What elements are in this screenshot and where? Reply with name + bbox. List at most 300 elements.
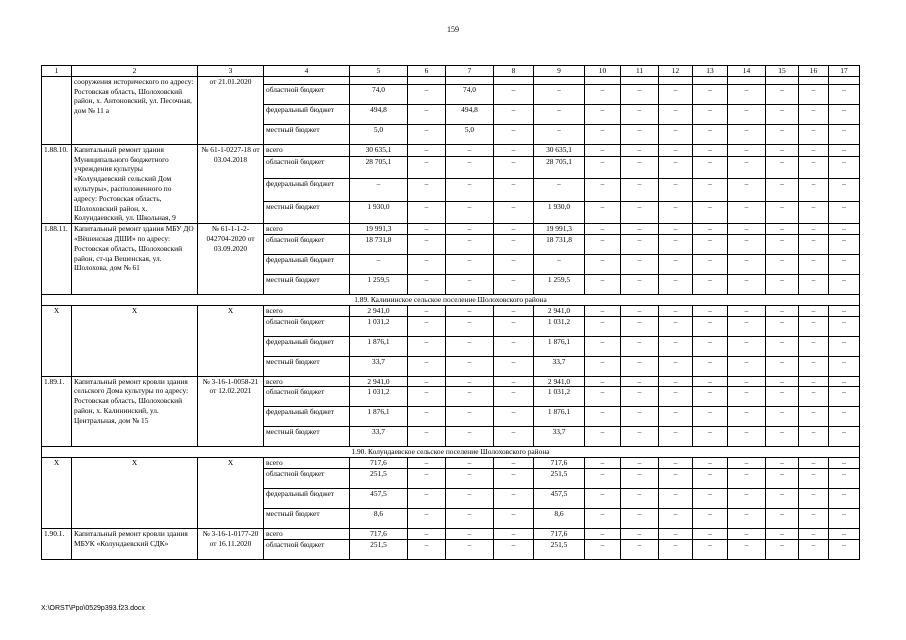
funding-source: всего	[264, 144, 350, 156]
value-cell: –	[728, 336, 766, 356]
value-cell: –	[621, 305, 659, 316]
value-cell: –	[728, 104, 766, 124]
value-cell: –	[659, 156, 693, 178]
value-cell: –	[408, 179, 446, 201]
funding-source: областной бюджет	[264, 84, 350, 104]
value-cell: –	[728, 234, 766, 254]
value-total	[350, 76, 408, 84]
value-cell: –	[494, 179, 534, 201]
value-cell: –	[408, 316, 446, 336]
value-cell: –	[829, 356, 860, 376]
funding-source: областной бюджет	[264, 316, 350, 336]
value-cell	[799, 76, 829, 84]
value-cell: –	[446, 305, 494, 316]
row-number	[42, 76, 72, 144]
value-total: 33,7	[350, 356, 408, 376]
value-cell: 33,7	[534, 356, 585, 376]
value-total: 33,7	[350, 427, 408, 447]
value-cell: –	[585, 488, 621, 508]
value-cell: –	[621, 84, 659, 104]
value-cell: –	[494, 254, 534, 274]
value-cell: –	[494, 156, 534, 178]
value-cell: –	[659, 84, 693, 104]
section-row	[42, 294, 860, 305]
value-cell: –	[446, 528, 494, 539]
value-cell: –	[446, 458, 494, 469]
value-cell: –	[494, 84, 534, 104]
row-number: 1.90.1.	[42, 528, 72, 559]
value-cell: –	[446, 427, 494, 447]
value-cell: –	[659, 224, 693, 235]
value-cell: –	[829, 458, 860, 469]
file-path-footer: X:\ORST\Ppo\0529p393.f23.docx	[41, 605, 145, 612]
column-number: 5	[350, 66, 408, 77]
value-cell: –	[585, 407, 621, 427]
funding-source: федеральный бюджет	[264, 488, 350, 508]
value-cell: –	[693, 407, 728, 427]
value-cell: –	[659, 254, 693, 274]
value-cell: –	[728, 224, 766, 235]
value-cell: –	[659, 144, 693, 156]
value-cell: –	[446, 407, 494, 427]
value-cell: 251,5	[534, 468, 585, 488]
value-cell: –	[659, 356, 693, 376]
value-cell: –	[799, 305, 829, 316]
value-cell: –	[799, 274, 829, 294]
value-cell: –	[494, 407, 534, 427]
value-total: 5,0	[350, 124, 408, 144]
value-cell: –	[693, 316, 728, 336]
funding-source: местный бюджет	[264, 201, 350, 223]
column-number: 10	[585, 66, 621, 77]
value-cell: –	[585, 234, 621, 254]
value-cell: –	[534, 84, 585, 104]
value-cell: –	[799, 488, 829, 508]
value-cell: –	[585, 124, 621, 144]
value-cell: –	[829, 336, 860, 356]
value-cell: –	[446, 224, 494, 235]
value-cell: –	[659, 336, 693, 356]
value-cell: –	[621, 458, 659, 469]
value-cell: –	[585, 104, 621, 124]
value-cell: 8,6	[534, 508, 585, 528]
value-total: 717,6	[350, 458, 408, 469]
value-cell: –	[494, 201, 534, 223]
value-cell: –	[621, 427, 659, 447]
value-cell: –	[829, 407, 860, 427]
value-cell: –	[494, 144, 534, 156]
funding-source: всего	[264, 528, 350, 539]
value-total: –	[350, 179, 408, 201]
value-cell: –	[494, 488, 534, 508]
table-row	[42, 224, 860, 235]
value-cell: –	[766, 179, 799, 201]
value-cell: –	[408, 254, 446, 274]
value-cell: –	[693, 201, 728, 223]
value-cell: –	[766, 234, 799, 254]
value-cell: –	[408, 458, 446, 469]
value-cell: –	[799, 356, 829, 376]
value-cell: –	[585, 156, 621, 178]
value-cell: –	[728, 124, 766, 144]
value-cell: –	[799, 234, 829, 254]
row-number: 1.88.11.	[42, 224, 72, 295]
value-cell: –	[585, 528, 621, 539]
column-number: 11	[621, 66, 659, 77]
value-cell: –	[693, 224, 728, 235]
value-cell: 33,7	[534, 427, 585, 447]
value-cell: –	[728, 316, 766, 336]
funding-source	[264, 76, 350, 84]
value-cell: –	[829, 376, 860, 387]
value-cell: –	[693, 458, 728, 469]
funding-source: федеральный бюджет	[264, 254, 350, 274]
value-cell: –	[621, 144, 659, 156]
funding-source: местный бюджет	[264, 508, 350, 528]
value-cell: –	[659, 539, 693, 559]
value-cell: –	[408, 336, 446, 356]
value-cell	[829, 76, 860, 84]
value-total: 1 031,2	[350, 316, 408, 336]
value-cell: –	[494, 458, 534, 469]
value-cell: –	[494, 305, 534, 316]
value-cell: –	[728, 254, 766, 274]
row-number: 1.89.1.	[42, 376, 72, 447]
value-cell: –	[494, 124, 534, 144]
value-cell: –	[766, 488, 799, 508]
approval-document: X	[198, 458, 264, 529]
column-number: 17	[829, 66, 860, 77]
value-total: 251,5	[350, 468, 408, 488]
value-cell: –	[766, 356, 799, 376]
value-cell: –	[446, 356, 494, 376]
value-cell: –	[728, 427, 766, 447]
value-cell: –	[693, 156, 728, 178]
value-cell: –	[829, 104, 860, 124]
value-cell: –	[799, 316, 829, 336]
column-number: 7	[446, 66, 494, 77]
column-number: 14	[728, 66, 766, 77]
value-cell: –	[494, 508, 534, 528]
value-cell: –	[693, 336, 728, 356]
value-cell: –	[621, 356, 659, 376]
value-cell: –	[621, 407, 659, 427]
value-cell: –	[766, 539, 799, 559]
budget-table	[41, 65, 860, 560]
value-cell: –	[829, 528, 860, 539]
value-cell: –	[829, 201, 860, 223]
funding-source: федеральный бюджет	[264, 407, 350, 427]
value-cell: –	[621, 224, 659, 235]
value-cell: –	[585, 539, 621, 559]
value-cell: –	[621, 234, 659, 254]
value-cell: –	[621, 316, 659, 336]
value-cell: –	[799, 407, 829, 427]
value-cell: –	[408, 144, 446, 156]
value-cell: –	[585, 376, 621, 387]
column-number: 12	[659, 66, 693, 77]
value-cell: –	[659, 201, 693, 223]
column-number-row	[42, 66, 860, 77]
value-cell: –	[585, 468, 621, 488]
value-cell: –	[693, 427, 728, 447]
value-cell: –	[829, 254, 860, 274]
funding-source: всего	[264, 224, 350, 235]
value-cell: 251,5	[534, 539, 585, 559]
approval-document: № 3-16-1-0058-21 от 12.02.2021	[198, 376, 264, 447]
value-cell: –	[766, 144, 799, 156]
value-cell: –	[621, 104, 659, 124]
value-cell: 19 991,3	[534, 224, 585, 235]
value-cell: –	[728, 376, 766, 387]
value-total: –	[350, 254, 408, 274]
value-cell: –	[728, 179, 766, 201]
value-cell: –	[829, 488, 860, 508]
table-row	[42, 458, 860, 469]
value-cell: –	[659, 488, 693, 508]
value-cell	[766, 76, 799, 84]
section-title: 1.89. Калининское сельское поселение Шолоховского района	[42, 294, 860, 305]
value-cell: –	[766, 387, 799, 407]
value-cell: –	[446, 387, 494, 407]
value-cell: –	[693, 539, 728, 559]
value-cell: –	[829, 179, 860, 201]
value-cell: –	[494, 387, 534, 407]
value-cell: –	[799, 224, 829, 235]
object-name: Капитальный ремонт кровли здания сельского Дома культуры по адресу: Ростовская область, Шолоховский район, х. Калининский, ул. Центральная, дом № 15	[72, 376, 198, 447]
value-total: 1 876,1	[350, 407, 408, 427]
value-cell: –	[659, 305, 693, 316]
table-row	[42, 305, 860, 316]
value-cell: –	[446, 201, 494, 223]
value-cell: –	[446, 274, 494, 294]
value-cell: –	[494, 336, 534, 356]
value-cell: –	[494, 234, 534, 254]
value-cell: –	[408, 508, 446, 528]
funding-source: федеральный бюджет	[264, 179, 350, 201]
column-number: 8	[494, 66, 534, 77]
value-cell: –	[829, 427, 860, 447]
value-total: 2 941,0	[350, 376, 408, 387]
funding-source: местный бюджет	[264, 427, 350, 447]
value-cell: –	[829, 468, 860, 488]
value-cell: –	[693, 84, 728, 104]
value-cell	[446, 76, 494, 84]
value-cell: –	[728, 356, 766, 376]
value-cell: –	[659, 104, 693, 124]
column-number: 1	[42, 66, 72, 77]
value-cell: –	[621, 274, 659, 294]
column-number: 6	[408, 66, 446, 77]
value-cell: –	[829, 156, 860, 178]
value-cell: –	[659, 528, 693, 539]
value-cell: –	[534, 124, 585, 144]
value-cell: –	[829, 144, 860, 156]
value-cell: –	[585, 224, 621, 235]
value-cell: –	[621, 156, 659, 178]
value-cell: –	[766, 201, 799, 223]
value-cell: –	[799, 539, 829, 559]
value-cell: –	[728, 458, 766, 469]
value-cell: 30 635,1	[534, 144, 585, 156]
value-cell: –	[659, 458, 693, 469]
value-cell: –	[585, 508, 621, 528]
value-cell: –	[693, 488, 728, 508]
value-cell: –	[799, 458, 829, 469]
value-total: 1 259,5	[350, 274, 408, 294]
value-total: 28 705,1	[350, 156, 408, 178]
value-cell: –	[693, 305, 728, 316]
row-number: X	[42, 458, 72, 529]
row-number: 1.88.10.	[42, 144, 72, 223]
object-name: X	[72, 458, 198, 529]
value-cell: –	[799, 124, 829, 144]
value-cell: 2 941,0	[534, 305, 585, 316]
value-cell: –	[621, 124, 659, 144]
value-cell: –	[494, 468, 534, 488]
value-cell: –	[728, 528, 766, 539]
value-cell: –	[494, 528, 534, 539]
value-cell: –	[621, 336, 659, 356]
value-total: 18 731,8	[350, 234, 408, 254]
value-cell: –	[799, 156, 829, 178]
value-cell: –	[408, 356, 446, 376]
value-cell: –	[766, 458, 799, 469]
value-cell: 1 259,5	[534, 274, 585, 294]
value-cell: –	[766, 336, 799, 356]
value-total: 74,0	[350, 84, 408, 104]
value-cell: –	[659, 234, 693, 254]
value-cell: –	[446, 539, 494, 559]
funding-source: областной бюджет	[264, 156, 350, 178]
value-cell	[728, 76, 766, 84]
value-cell: –	[446, 316, 494, 336]
value-total: 1 876,1	[350, 336, 408, 356]
value-cell: –	[766, 104, 799, 124]
value-cell: 74,0	[446, 84, 494, 104]
funding-source: областной бюджет	[264, 539, 350, 559]
table-row	[42, 376, 860, 387]
value-cell: –	[799, 387, 829, 407]
value-cell: –	[799, 468, 829, 488]
value-cell: –	[408, 427, 446, 447]
value-cell	[621, 76, 659, 84]
value-cell: –	[766, 376, 799, 387]
value-cell: 28 705,1	[534, 156, 585, 178]
value-cell: –	[693, 179, 728, 201]
approval-document: № 61-1-1-2-042704-2020 от 03.09.2020	[198, 224, 264, 295]
value-cell: –	[494, 316, 534, 336]
value-cell: –	[408, 376, 446, 387]
value-cell: –	[728, 488, 766, 508]
value-cell: 5,0	[446, 124, 494, 144]
value-cell: –	[494, 224, 534, 235]
value-cell: 18 731,8	[534, 234, 585, 254]
value-cell: 494,8	[446, 104, 494, 124]
value-cell: –	[446, 144, 494, 156]
value-cell: –	[446, 468, 494, 488]
value-cell: –	[621, 376, 659, 387]
value-cell: –	[766, 224, 799, 235]
value-cell: –	[408, 305, 446, 316]
value-total: 1 031,2	[350, 387, 408, 407]
table-row	[42, 144, 860, 156]
value-cell: –	[585, 274, 621, 294]
value-cell: –	[621, 387, 659, 407]
funding-source: всего	[264, 305, 350, 316]
value-cell: –	[659, 376, 693, 387]
value-cell: –	[408, 234, 446, 254]
value-cell: –	[829, 274, 860, 294]
approval-document: № 3-16-1-0177-20 от 16.11.2020	[198, 528, 264, 559]
value-cell: –	[728, 144, 766, 156]
value-cell: –	[659, 468, 693, 488]
value-cell: –	[766, 156, 799, 178]
value-cell	[659, 76, 693, 84]
value-total: 2 941,0	[350, 305, 408, 316]
page-number: 159	[447, 25, 459, 34]
value-cell: –	[693, 254, 728, 274]
column-number: 2	[72, 66, 198, 77]
value-cell: –	[585, 316, 621, 336]
value-cell: –	[728, 274, 766, 294]
object-name: сооружения исторического по адресу: Ростовская область, Шолоховский район, х. Антоновский, ул. Песочная, дом № 11 а	[72, 76, 198, 144]
value-cell: –	[621, 254, 659, 274]
value-cell: –	[408, 104, 446, 124]
approval-document: от 21.01.2020	[198, 76, 264, 144]
value-cell: –	[494, 539, 534, 559]
value-cell: –	[799, 508, 829, 528]
value-cell: –	[799, 201, 829, 223]
value-cell: –	[659, 274, 693, 294]
value-cell: –	[621, 201, 659, 223]
value-cell: –	[693, 376, 728, 387]
value-cell: –	[693, 144, 728, 156]
value-cell: –	[446, 488, 494, 508]
value-cell: –	[408, 84, 446, 104]
value-cell: –	[829, 316, 860, 336]
value-cell: –	[799, 144, 829, 156]
value-cell: 2 941,0	[534, 376, 585, 387]
value-cell: 717,6	[534, 458, 585, 469]
value-cell: –	[659, 427, 693, 447]
value-cell: –	[408, 224, 446, 235]
section-title: 1.90. Колундаевское сельское поселение Шолоховского района	[42, 447, 860, 458]
value-cell: 457,5	[534, 488, 585, 508]
value-cell: –	[585, 305, 621, 316]
column-number: 4	[264, 66, 350, 77]
value-cell: –	[799, 528, 829, 539]
value-total: 717,6	[350, 528, 408, 539]
object-name: Капитальный ремонт здания Муниципального бюджетного учреждения культуры «Колундаевский сельский Дом культуры», расположенного по адресу: Ростовская область, Шолоховский район, х. Колундаевский, ул. Школьная, 9	[72, 144, 198, 223]
value-cell: –	[585, 427, 621, 447]
section-row	[42, 447, 860, 458]
funding-source: областной бюджет	[264, 234, 350, 254]
value-cell: –	[766, 305, 799, 316]
value-cell: –	[728, 508, 766, 528]
funding-source: местный бюджет	[264, 124, 350, 144]
value-cell: –	[408, 156, 446, 178]
value-cell: –	[408, 539, 446, 559]
value-cell: –	[728, 84, 766, 104]
value-cell: –	[534, 104, 585, 124]
value-cell: –	[408, 387, 446, 407]
value-cell: –	[799, 376, 829, 387]
value-total: 19 991,3	[350, 224, 408, 235]
column-number: 13	[693, 66, 728, 77]
value-cell: –	[494, 427, 534, 447]
value-cell	[534, 76, 585, 84]
